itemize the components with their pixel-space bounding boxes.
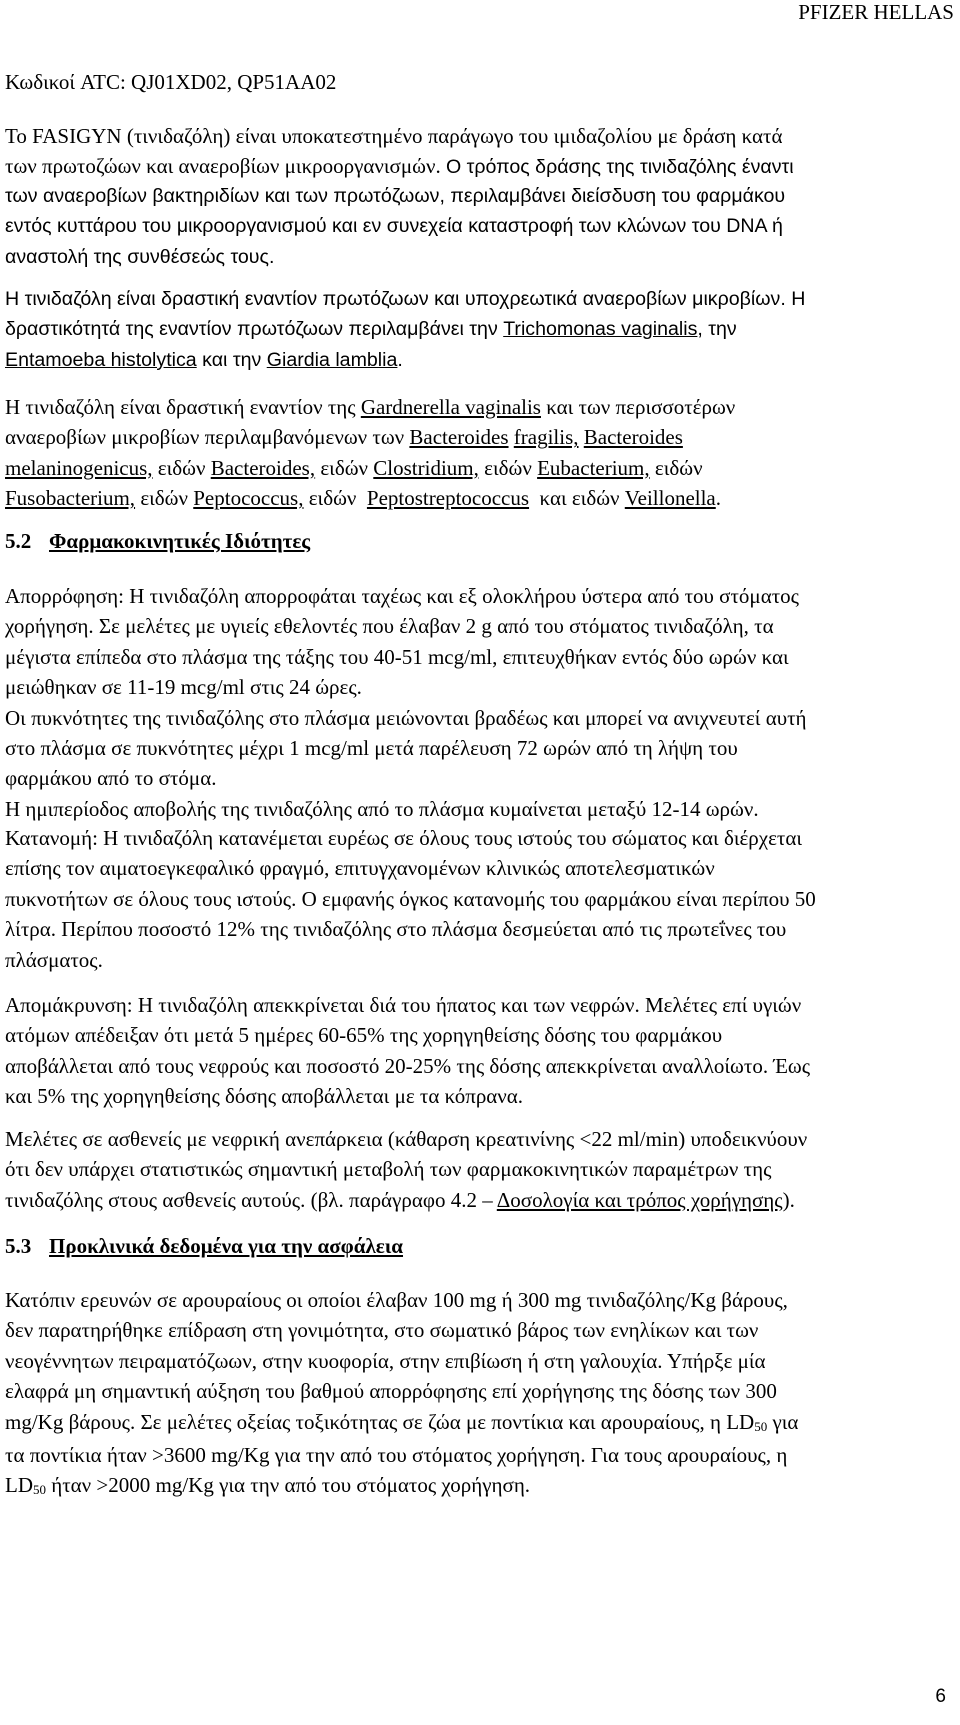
subscript: 50 [33, 1482, 46, 1498]
text-line: επίσης τον αιματοεγκεφαλικό φραγμό, επιτυγχανομένων κλινικώς αποτελεσματικών [5, 856, 715, 881]
text-line: νεογέννητων πειραματόζωων, στην κυοφορία, στην επιβίωση ή στη γαλουχία. Υπήρξε μία [5, 1348, 766, 1373]
species-eubacterium: Eubacterium, [537, 455, 650, 480]
section-number: 5.3 [5, 1234, 32, 1258]
section-reference: Δοσολογία και τρόπος χορήγησης [496, 1187, 783, 1212]
species-bacteroides: Bacteroides, [210, 455, 316, 480]
text-span: ειδών [649, 455, 703, 480]
text-line: πλάσματος. [5, 947, 103, 972]
text-span: και των περισσοτέρων [540, 395, 736, 419]
text-line: Απομάκρυνση: Η τινιδαζόλη απεκκρίνεται διά του ήπατος και των νεφρών. Μελέτες επί υγιών [5, 993, 802, 1017]
atc-codes [5, 67, 955, 97]
renal-paragraph [5, 1124, 955, 1215]
section-title: Φαρμακοκινητικές Ιδιότητες [49, 529, 311, 553]
text-line [5, 422, 955, 452]
section-title: Προκλινικά δεδομένα για την ασφάλεια [49, 1234, 404, 1258]
text-span: δραστικότητά της εναντίον πρωτόζωων περιλαμβάνει την [5, 318, 504, 341]
preclinical-paragraph [5, 1285, 955, 1504]
section-heading-5-3 [5, 1231, 403, 1261]
text-line [5, 453, 955, 483]
text-line: εντός κυττάρου του μικροοργανισμού και εν συνεχεία καταστροφή των κλώνων του DNA ή [5, 215, 783, 238]
text-line: χορήγηση. Σε μελέτες με υγιείς εθελοντές που έλαβαν 2 g από του στόματος τινιδαζόλη, τα [5, 614, 774, 639]
text-line: αναστολή της συνθέσεώς τους. [5, 245, 275, 268]
text-line [5, 483, 955, 513]
text-line [5, 1407, 955, 1440]
text-span: ειδών [135, 486, 194, 511]
text-line: Η τινιδαζόλη είναι δραστική εναντίον πρωτόζωων και υποχρεωτικά αναεροβίων μικροβίων. Η [5, 288, 806, 310]
text-span: ήταν >2000 mg/Kg για την από του στόματος χορήγηση. [46, 1473, 531, 1498]
section-heading-5-2 [5, 526, 310, 556]
text-line [5, 345, 955, 375]
text-line: ατόμων απέδειξαν ότι μετά 5 ημέρες 60-65% της χορηγηθείσης δόσης του φαρμάκου [5, 1023, 723, 1048]
text-span: ειδών [315, 455, 374, 480]
text-span: Η τινιδαζόλη είναι δραστική εναντίον της [5, 395, 361, 419]
species-veillonella: Veillonella [624, 486, 716, 511]
species-clostridium: Clostridium, [373, 455, 479, 480]
elimination-paragraph [5, 990, 955, 1112]
text-line [5, 1185, 955, 1215]
species-entamoeba: Entamoeba histolytica [5, 348, 197, 371]
text-line: των αναεροβίων βακτηριδίων και των πρωτόζωων, περιλαμβάνει διείσδυση του φαρμάκου [5, 185, 786, 207]
text-span: ). [782, 1187, 795, 1212]
species-bacteroides: Bacteroides [409, 425, 509, 450]
protozoa-paragraph [5, 284, 955, 375]
text-span: LD [5, 1473, 33, 1498]
mechanism-paragraph [5, 121, 955, 183]
text-span: ειδών [152, 455, 211, 480]
text-line: και 5% της χορηγηθείσης δόσης αποβάλλεται με τα κόπρανα. [5, 1084, 524, 1109]
text-line: στο πλάσμα σε πυκνότητες μέχρι 1 mcg/ml μετά παρέλευση 72 ωρών από τη λήψη του [5, 736, 738, 761]
page-number: 6 [935, 1686, 946, 1707]
anaerobes-paragraph [5, 392, 955, 514]
text-line [5, 151, 955, 182]
species-trichomonas: Trichomonas vaginalis [503, 318, 698, 341]
species-peptococcus: Peptococcus, [193, 486, 304, 511]
text-line [5, 314, 955, 344]
text-line: αποβάλλεται από τους νεφρούς και ποσοστό 20-25% της δόσης απεκκρίνεται αναλλοίωτο. Έως [5, 1053, 811, 1078]
company-header: PFIZER HELLAS [798, 0, 954, 24]
species-giardia: Giardia lamblia [266, 348, 398, 371]
text-span: ειδών [478, 455, 538, 480]
text-line [5, 392, 955, 422]
text-line: Η ημιπερίοδος αποβολής της τινιδαζόλης από το πλάσμα κυμαίνεται μεταξύ 12-14 ωρών. [5, 796, 759, 821]
text-line: Κατανομή: Η τινιδαζόλη κατανέμεται ευρέως σε όλους τους ιστούς του σώματος και διέρχεται [5, 826, 803, 850]
text-span: , την [697, 318, 737, 341]
text-line: Το FASIGYN (τινιδαζόλη) είναι υποκατεστημένο παράγωγο του ιμιδαζολίου με δράση κατά [5, 124, 783, 148]
text-span: αναεροβίων μικροβίων περιλαμβανόμενων των [5, 425, 410, 450]
species-fragilis: fragilis, [513, 425, 579, 450]
mechanism-paragraph-cont [5, 181, 955, 272]
text-span: και την [196, 348, 267, 371]
text-span: για [767, 1409, 799, 1434]
text-span: και ειδών [529, 486, 625, 511]
text-span: . [397, 348, 403, 371]
text-span: των πρωτοζώων και αναεροβίων μικροοργανισμών. [5, 154, 446, 179]
text-line: τα ποντίκια ήταν >3600 mg/Kg για την από του στόματος χορήγηση. Για τους αρουραίους, η [5, 1443, 788, 1468]
text-line: Μελέτες σε ασθενείς με νεφρική ανεπάρκεια (κάθαρση κρεατινίνης <22 ml/min) υποδεικνύουν [5, 1127, 808, 1151]
text-line: ότι δεν υπάρχει στατιστικώς σημαντική μεταβολή των φαρμακοκινητικών παραμέτρων της [5, 1157, 772, 1182]
text-span: mg/Kg βάρους. Σε μελέτες οξείας τοξικότητας σε ζώα με ποντίκια και αρουραίους, η LD [5, 1409, 755, 1434]
species-melaninogenicus: melaninogenicus, [5, 455, 153, 480]
subscript: 50 [754, 1418, 768, 1434]
text-line: δεν παρατηρήθηκε επίδραση στη γονιμότητα, στο σωματικό βάρος των ενηλίκων και των [5, 1318, 759, 1343]
species-gardnerella: Gardnerella vaginalis [360, 395, 541, 419]
text-line: ελαφρά μη σημαντική αύξηση του βαθμού απορρόφησης επί χορήγησης της δόσης των 300 [5, 1379, 777, 1404]
text-span: τινιδαζόλης στους ασθενείς αυτούς. (βλ. παράγραφο 4.2 – [5, 1187, 497, 1212]
text-line: Απορρόφηση: Η τινιδαζόλη απορροφάται ταχέως και εξ ολοκλήρου ύστερα από του στόματος [5, 584, 799, 608]
species-peptostreptococcus: Peptostreptococcus [366, 486, 530, 511]
text-line [5, 1470, 955, 1503]
text-line: Οι πυκνότητες της τινιδαζόλης στο πλάσμα μειώνονται βραδέως και μπορεί να ανιχνευτεί αυτή [5, 705, 807, 730]
text-line: Κατόπιν ερευνών σε αρουραίους οι οποίοι έλαβαν 100 mg ή 300 mg τινιδαζόλης/Kg βάρους, [5, 1288, 788, 1312]
text-line: λίτρα. Περίπου ποσοστό 12% της τινιδαζόλης στο πλάσμα δεσμεύεται από τις πρωτεΐνες του [5, 917, 787, 942]
text-line: φαρμάκου από το στόμα. [5, 766, 217, 791]
text-line: μειώθηκαν σε 11-19 mcg/ml στις 24 ώρες. [5, 675, 362, 700]
text-line: μέγιστα επίπεδα στο πλάσμα της τάξης του 40-51 mcg/ml, επιτευχθήκαν εντός δύο ωρών και [5, 644, 789, 669]
text-span: Ο τρόπος δράσης της τινιδαζόλης έναντι [445, 156, 794, 179]
atc-line: Κωδικοί ATC: QJ01XD02, QP51AA02 [5, 70, 337, 94]
species-fusobacterium: Fusobacterium, [5, 486, 136, 511]
species-bacteroides: Bacteroides [583, 425, 683, 450]
section-number: 5.2 [5, 529, 32, 553]
text-line: πυκνοτήτων σε όλους τους ιστούς. Ο εμφανής όγκος κατανομής του φαρμάκου είναι περίπου 50 [5, 886, 816, 911]
text-span: ειδών [303, 486, 367, 511]
absorption-paragraph [5, 581, 955, 824]
text-span: . [715, 486, 722, 511]
distribution-paragraph [5, 823, 955, 975]
